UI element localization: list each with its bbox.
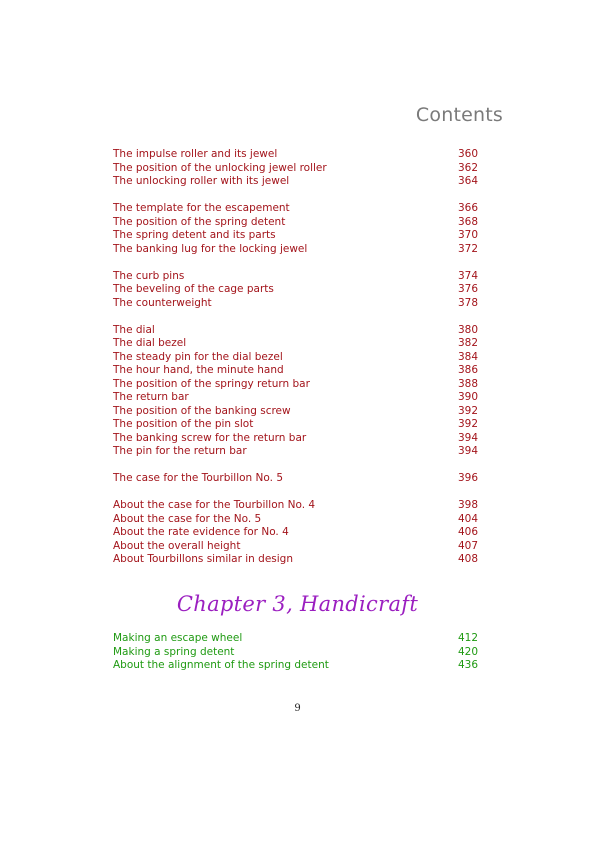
toc-entry (113, 418, 478, 432)
page-number: 9 (294, 703, 301, 714)
toc-entry-page: 364 (457, 175, 478, 187)
toc-entry (113, 148, 478, 162)
toc-entry-title: The position of the banking screw (113, 404, 291, 417)
toc-entry-page: 368 (457, 215, 478, 228)
toc-entry-title: About the case for the No. 5 (113, 512, 262, 525)
table-of-contents (113, 148, 478, 580)
toc-entry-title: The spring detent and its parts (113, 229, 276, 241)
toc-entry-page: 406 (457, 526, 478, 538)
toc-entry-title: The impulse roller and its jewel (113, 148, 278, 160)
toc-entry-page: 362 (457, 161, 478, 174)
toc-entry-page: 398 (457, 499, 478, 511)
toc-entry-page: 374 (457, 269, 478, 282)
toc-entry (113, 324, 478, 338)
toc-entry-title: The curb pins (113, 269, 185, 282)
toc-entry (113, 297, 478, 311)
toc-entry-page: 394 (457, 431, 478, 444)
toc-entry-page: 382 (457, 337, 478, 349)
toc-entry (113, 364, 478, 378)
toc-entry (113, 283, 478, 297)
toc-entry-page: 376 (457, 283, 478, 295)
toc-group (113, 499, 478, 567)
toc-entry-title: The beveling of the cage parts (113, 283, 274, 295)
toc-entry-page: 380 (457, 323, 478, 336)
toc-entry-page: 404 (457, 512, 478, 525)
toc-entry-title: The position of the unlocking jewel roller (113, 161, 327, 174)
toc-entry-page: 392 (457, 404, 478, 417)
toc-entry (113, 553, 478, 567)
toc-entry-page: 408 (457, 553, 478, 565)
toc-entry (113, 337, 478, 351)
toc-entry-title: The pin for the return bar (113, 445, 247, 457)
toc-entry (113, 351, 478, 365)
toc-entry-title: Making a spring detent (113, 645, 235, 658)
toc-entry (113, 540, 478, 554)
toc-entry-page: 412 (457, 632, 478, 644)
toc-entry-title: The banking lug for the locking jewel (113, 242, 308, 255)
toc-entry-title: The unlocking roller with its jewel (113, 175, 290, 187)
toc-entry (113, 499, 478, 513)
toc-entry-title: The position of the spring detent (113, 215, 286, 228)
toc-entry (113, 632, 478, 646)
toc-entry-page: 436 (457, 659, 478, 671)
toc-group (113, 324, 478, 459)
toc-entry-title: The steady pin for the dial bezel (113, 350, 283, 363)
toc-group (113, 148, 478, 189)
toc-entry-page: 386 (457, 364, 478, 376)
toc-entry (113, 378, 478, 392)
toc-entry-title: About the alignment of the spring detent (113, 659, 329, 671)
toc-entry-page: 392 (457, 418, 478, 430)
toc-entry-page: 378 (457, 296, 478, 309)
toc-entry-title: About Tourbillons similar in design (113, 553, 293, 565)
toc-entry-title: The position of the springy return bar (113, 377, 310, 390)
toc-entry-page: 384 (457, 350, 478, 363)
toc-entry-title: The return bar (113, 391, 189, 403)
toc-entry-title: Making an escape wheel (113, 632, 243, 644)
toc-entry-page: 420 (457, 645, 478, 658)
toc-entry-page: 370 (457, 229, 478, 241)
toc-entry (113, 229, 478, 243)
toc-entry-page: 360 (457, 148, 478, 160)
chapter-heading: Chapter 3, Handicraft (176, 592, 419, 616)
toc-entry-title: The dial bezel (113, 337, 187, 349)
toc-entry-page: 407 (457, 539, 478, 552)
toc-entry (113, 526, 478, 540)
toc-entry (113, 391, 478, 405)
toc-entry (113, 202, 478, 216)
toc-entry (113, 162, 478, 176)
toc-entry (113, 175, 478, 189)
toc-entry-page: 396 (457, 472, 478, 484)
toc-entry (113, 432, 478, 446)
toc-entry-title: About the rate evidence for No. 4 (113, 526, 289, 538)
toc-group (113, 270, 478, 311)
chapter-contents (113, 632, 478, 673)
toc-entry (113, 646, 478, 660)
toc-entry (113, 270, 478, 284)
toc-entry (113, 405, 478, 419)
toc-entry (113, 472, 478, 486)
toc-entry (113, 445, 478, 459)
toc-entry-page: 372 (457, 242, 478, 255)
toc-entry (113, 243, 478, 257)
toc-entry-title: The case for the Tourbillon No. 5 (113, 472, 283, 484)
toc-entry-title: The dial (113, 323, 155, 336)
page-heading: Contents (415, 104, 503, 126)
toc-entry-title: About the case for the Tourbillon No. 4 (113, 499, 316, 511)
toc-entry-page: 390 (457, 391, 478, 403)
toc-entry-page: 366 (457, 202, 478, 214)
toc-entry (113, 216, 478, 230)
toc-entry-page: 394 (457, 445, 478, 457)
toc-entry-title: The template for the escapement (113, 202, 290, 214)
toc-entry-page: 388 (457, 377, 478, 390)
toc-entry-title: The position of the pin slot (113, 418, 254, 430)
toc-entry (113, 659, 478, 673)
toc-group (113, 202, 478, 256)
toc-entry-title: The counterweight (113, 296, 212, 309)
toc-entry (113, 513, 478, 527)
toc-group (113, 472, 478, 486)
toc-entry-title: The hour hand, the minute hand (113, 364, 284, 376)
toc-entry-title: The banking screw for the return bar (113, 431, 307, 444)
toc-entry-title: About the overall height (113, 539, 241, 552)
